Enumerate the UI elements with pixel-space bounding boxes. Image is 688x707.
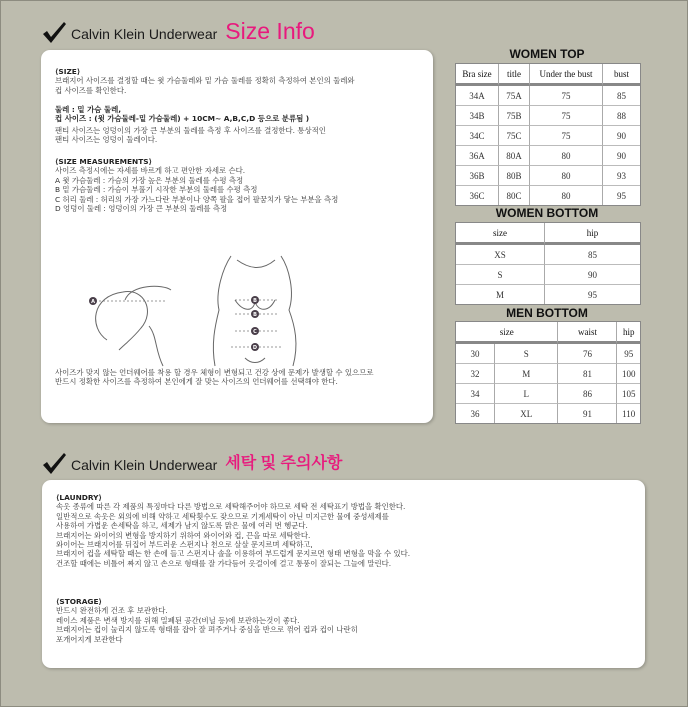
table-row <box>456 384 640 404</box>
women-top-title: WOMEN TOP <box>509 47 585 61</box>
table-row <box>456 106 640 126</box>
table-row <box>456 166 640 186</box>
size-info-panel <box>41 50 433 423</box>
warning-line: 사이즈가 맞지 않는 언더웨어를 착용 할 경우 체형이 변형되고 건강 상에 문제가 발생할 수 있으므로 <box>55 368 374 377</box>
column-header: title <box>499 64 530 86</box>
table-cell: 85 <box>545 245 640 265</box>
table-cell: S <box>495 344 558 364</box>
size-heading: ⟨SIZE⟩ <box>55 67 81 76</box>
laundry-heading: ⟨LAUNDRY⟩ <box>56 493 102 502</box>
care-title: 세탁 및 주의사항 <box>225 455 343 472</box>
column-header: Under the bust <box>530 64 603 86</box>
column-header: Bra size <box>456 64 499 86</box>
table-cell: 75 <box>530 106 603 126</box>
measurement-line: A 윗 가슴둘레 : 가슴의 가장 높은 부분의 둘레를 수평 측정 <box>55 175 244 185</box>
table-cell: 80 <box>530 186 603 205</box>
panty-line: 팬티 사이즈는 엉덩이의 가장 큰 부분의 둘레를 측정 후 사이즈를 결정한다. 통상적인 <box>55 126 326 135</box>
table-cell: 34A <box>456 86 499 106</box>
table-row <box>456 245 640 265</box>
table-row <box>456 404 640 423</box>
column-header: hip <box>545 223 640 245</box>
table-cell: 36B <box>456 166 499 186</box>
table-cell: 34 <box>456 384 495 404</box>
storage-line: 포개어지게 보관한다 <box>56 634 123 644</box>
laundry-line: 일반적으로 속옷은 외의에 비해 약하고 세탁횟수도 잦으므로 기계세탁이 아닌 미지근한 물에 중성세제를 <box>56 511 389 521</box>
men-bottom-title: MEN BOTTOM <box>506 306 588 320</box>
table-cell: 100 <box>617 364 640 384</box>
column-header: bust <box>603 64 640 86</box>
laundry-line: 건조할 때에는 비틀어 짜지 않고 손으로 형태를 잘 가다듬어 옷걸이에 걸고 통풍이 잘되는 그늘에 말린다. <box>56 558 392 568</box>
size-info-title: Size Info <box>225 18 315 44</box>
table-cell: 75C <box>499 126 530 146</box>
table-cell: L <box>495 384 558 404</box>
table-cell: 36A <box>456 146 499 166</box>
table-cell: M <box>495 364 558 384</box>
table-cell: 80A <box>499 146 530 166</box>
measurement-line: B 밑 가슴둘레 : 가슴이 부풀기 시작한 부분의 둘레를 수평 측정 <box>55 185 258 195</box>
women-top-table <box>455 63 641 206</box>
table-cell: 93 <box>603 166 640 186</box>
checkmark-icon <box>41 21 67 45</box>
column-header: hip <box>617 322 640 344</box>
storage-line: 브래지어는 컵이 눌리지 않도록 형태를 잡아 잘 펴주거나 중심을 반으로 꺾어 컵과 컵이 나란히 <box>56 625 358 635</box>
table-cell: 80 <box>530 146 603 166</box>
table-row <box>456 186 640 205</box>
table-row <box>456 265 640 285</box>
panty-size-note <box>55 126 326 145</box>
table-cell: 36 <box>456 404 495 423</box>
table-cell: 75 <box>530 126 603 146</box>
care-panel <box>42 480 645 668</box>
table-cell: 85 <box>603 86 640 106</box>
table-cell: 30 <box>456 344 495 364</box>
brand-name: Calvin Klein Underwear <box>71 457 218 473</box>
laundry-line: 브래지어는 와이어의 변형을 방지하기 위하여 와이어와 컵, 끈을 따로 세탁한다. <box>56 530 311 540</box>
table-cell: 88 <box>603 106 640 126</box>
table-cell: 75B <box>499 106 530 126</box>
table-row <box>456 364 640 384</box>
measurement-section <box>55 157 338 213</box>
table-cell: 86 <box>558 384 617 404</box>
care-header <box>41 450 342 476</box>
table-cell: XL <box>495 404 558 423</box>
measurement-line: C 허리 둘레 : 허리의 가장 가느다란 부분이나 양쪽 팔을 접어 팔꿈치가 닿는 부분을 측정 <box>55 194 339 204</box>
table-cell: 76 <box>558 344 617 364</box>
table-cell: 90 <box>603 146 640 166</box>
marker-c-label: C <box>253 329 257 335</box>
table-cell: 95 <box>588 289 597 300</box>
table-cell: 75A <box>499 86 530 106</box>
size-formula-line: 둘레 : 밑 가슴 둘레, <box>55 105 122 114</box>
table-row <box>456 126 640 146</box>
table-cell: 75 <box>530 86 603 106</box>
table-row <box>456 344 640 364</box>
laundry-section <box>56 493 410 568</box>
table-header-row <box>456 322 640 344</box>
laundry-line: 속옷 종류에 따른 각 제품의 특징마다 다른 방법으로 세탁해주어야 하므로 세탁 전 세탁표기 방법을 확인한다. <box>56 502 406 512</box>
warning-line: 반드시 정확한 사이즈를 측정하여 본인에게 잘 맞는 사이즈의 언더웨어를 선택해야 한다. <box>55 377 338 387</box>
column-header: waist <box>558 322 617 344</box>
table-cell: 80 <box>530 166 603 186</box>
marker-a-label: A <box>91 299 95 305</box>
table-cell: 81 <box>558 364 617 384</box>
table-cell: 36C <box>456 186 499 205</box>
table-cell: 80C <box>499 186 530 205</box>
table-cell: XS <box>456 245 545 265</box>
size-info-header <box>41 18 315 45</box>
table-cell: 91 <box>558 404 617 423</box>
column-header: size <box>456 322 558 344</box>
storage-line: 레이스 제품은 변색 방지를 위해 밀폐된 공간(비닐 등)에 보관하는것이 좋다. <box>56 615 300 625</box>
size-intro-line: 컵 사이즈를 확인한다. <box>55 85 127 95</box>
panty-line: 팬티 사이즈는 엉덩이 둘레이다. <box>55 135 158 145</box>
body-measurement-illustration <box>85 240 305 370</box>
table-cell: 105 <box>617 384 640 404</box>
checkmark-icon <box>41 452 67 476</box>
marker-d-label: D <box>252 345 258 351</box>
size-formula <box>55 105 309 124</box>
women-bottom-table <box>455 222 641 305</box>
marker-b-label: B <box>253 298 257 304</box>
table-row <box>456 86 640 106</box>
size-intro-line: 브래지어 사이즈를 결정할 때는 윗 가슴둘레와 밑 가슴 둘레를 정확히 측정하여 본인의 둘레와 <box>55 76 355 86</box>
table-header-row <box>456 64 640 86</box>
measurement-line: 사이즈 측정시에는 자세를 바르게 하고 편안한 자세로 슨다. <box>55 166 246 176</box>
table-cell: 32 <box>456 364 495 384</box>
table-cell: 110 <box>622 408 636 419</box>
table-cell: S <box>456 265 545 285</box>
brand-name: Calvin Klein Underwear <box>71 26 218 42</box>
table-cell: 95 <box>617 344 640 364</box>
column-header: size <box>456 223 545 245</box>
storage-line: 반드시 완전하게 건조 후 보관한다. <box>56 606 168 616</box>
laundry-line: 브래지어 컵을 세탁할 때는 한 손에 들고 스펀지나 솔을 이용하여 부드럽게 문지르면 형태 변형을 막을 수 있다. <box>56 549 411 559</box>
table-row <box>456 146 640 166</box>
table-cell: 34B <box>456 106 499 126</box>
size-formula-line: 컵 사이즈 : (윗 가슴둘레-밑 가슴둘레) + 10CM~ A,B,C,D 등으로 분류됨 ) <box>55 114 310 124</box>
table-cell: 34C <box>456 126 499 146</box>
table-cell: M <box>456 285 545 304</box>
marker-b-label: B <box>253 312 257 318</box>
size-section <box>55 67 355 95</box>
size-warning <box>55 368 373 387</box>
measurement-heading: ⟨SIZE MEASUREMENTS⟩ <box>55 157 152 166</box>
table-row <box>456 285 640 304</box>
table-cell: 80B <box>499 166 530 186</box>
laundry-line: 사용하여 가볍운 손세탁을 하고, 세제가 남지 않도록 맑은 물에 여러 번 헹군다. <box>56 521 308 531</box>
measurement-line: D 엉덩이 둘레 : 엉덩이의 가장 큰 부분의 둘레를 측정 <box>55 204 228 214</box>
table-header-row <box>456 223 640 245</box>
table-cell: 90 <box>603 126 640 146</box>
table-cell: 90 <box>545 265 640 285</box>
laundry-line: 와이어는 브래지어를 뒤집어 부드러운 스펀지나 천으로 살살 문지르며 세탁하고, <box>56 540 313 550</box>
women-bottom-title: WOMEN BOTTOM <box>495 206 599 220</box>
storage-section <box>56 597 358 644</box>
men-bottom-table <box>455 321 641 424</box>
table-cell: 95 <box>617 190 626 201</box>
storage-heading: ⟨STORAGE⟩ <box>56 597 102 606</box>
